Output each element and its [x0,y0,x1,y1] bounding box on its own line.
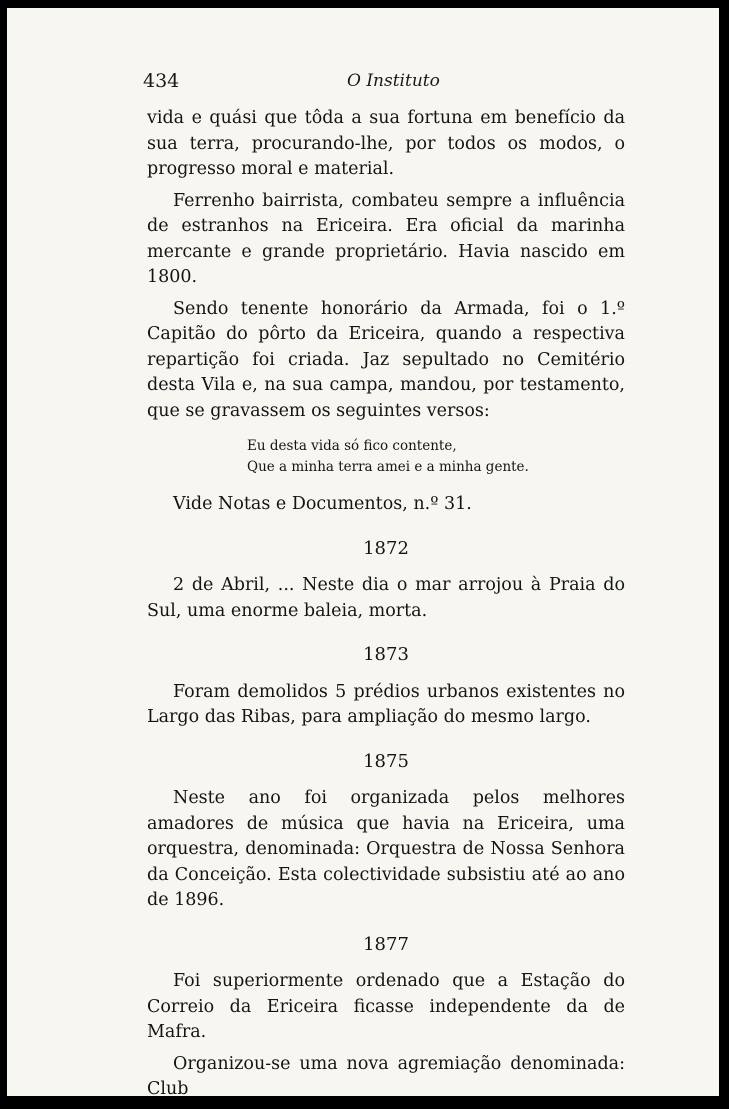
verse-line: Eu desta vida só fico contente, [247,438,457,454]
paragraph: vida e quási que tôda a sua fortuna em benefício da sua terra, procurando-lhe, por todos os modos, o progresso moral e material. [147,108,625,179]
reference-note: Vide Notas e Documentos, n.º 31. [173,494,472,514]
page-number: 434 [143,70,180,92]
verse-line: Que a minha terra amei e a minha gente. [247,459,529,475]
paragraph: Foi superiormente ordenado que a Estação do Correio da Ericeira ficasse independente da de Mafra. [147,971,625,1042]
running-title: O Instituto [347,71,440,91]
year-heading: 1872 [363,537,409,559]
epitaph-verse [247,436,625,478]
year-heading: 1875 [363,750,409,772]
paragraph: Sendo tenente honorário da Armada, foi o 1.º Capitão do pôrto da Ericeira, quando a respectiva repartição foi criada. Jaz sepultado no Cemitério desta Vila e, na sua campa, mandou, por testamento, que se gravassem os seguintes versos: [147,298,625,421]
paragraph: 2 de Abril, ... Neste dia o mar arrojou à Praia do Sul, uma enorme baleia, morta. [147,575,625,621]
page-header [7,66,719,96]
paragraph: Organizou-se uma nova agremiação denominada: Club [147,1053,625,1099]
year-heading: 1873 [363,644,409,665]
body-text [147,106,625,1109]
book-page [7,8,719,1099]
paragraph: Neste ano foi organizada pelos melhores amadores de música que havia na Ericeira, uma orquestra, denominada: Orquestra de Nossa Senhora da Conceição. Esta colectividade subsistiu até ao ano de 1896. [147,788,625,910]
paragraph: Ferrenho bairrista, combateu sempre a influência de estranhos na Ericeira. Era oficial da marinha mercante e grande proprietário. Havia nascido em 1800. [147,190,625,287]
year-heading: 1877 [363,933,409,955]
paragraph: Foram demolidos 5 prédios urbanos existentes no Largo das Ribas, para ampliação do mesmo largo. [147,681,625,727]
